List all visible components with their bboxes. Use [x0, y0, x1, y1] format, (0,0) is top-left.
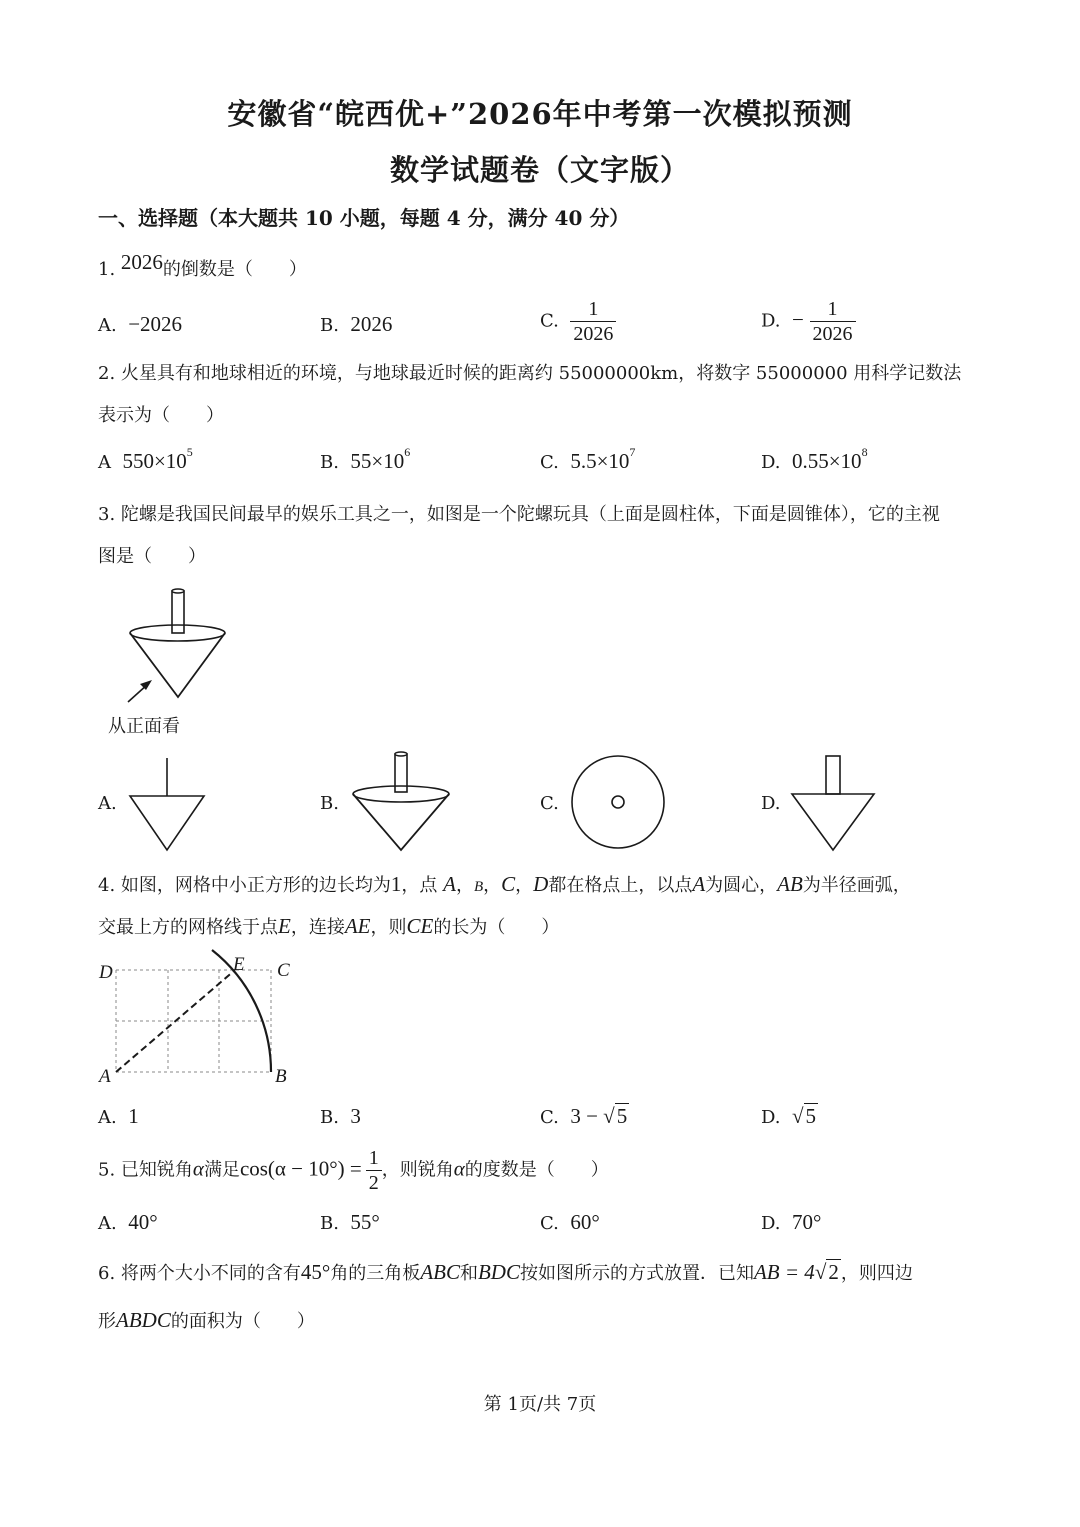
base: 550×10 [122, 449, 187, 473]
option-label: B. [320, 315, 339, 336]
option-text [791, 445, 868, 473]
q2-option-c[interactable] [540, 445, 636, 474]
text: 5. 已知锐角 [98, 1159, 193, 1181]
fraction [810, 297, 856, 346]
option-label: D. [761, 452, 781, 473]
sqrt-sign: √ [603, 1104, 615, 1128]
question-3: 3. 陀螺是我国民间最早的娱乐工具之一，如图是一个陀螺玩具（上面是圆柱体，下面是圆锥体），它的主视 [98, 504, 940, 525]
exponent: 5 [186, 445, 193, 459]
q1-option-b[interactable] [320, 312, 392, 337]
q1-option-a[interactable] [98, 312, 182, 337]
point-e: E [278, 914, 291, 938]
exponent: 7 [629, 445, 636, 459]
label-d: D [99, 962, 113, 983]
fraction-den: 2026 [573, 323, 614, 345]
fraction [366, 1146, 382, 1195]
q1-option-c[interactable] [540, 297, 616, 346]
text: 为半径画弧， [802, 875, 911, 896]
option-text: 1 [128, 1104, 139, 1128]
question-text: 的倒数是（ ） [162, 259, 307, 280]
q5-option-a[interactable] [98, 1210, 158, 1235]
question-6 [98, 1260, 913, 1286]
text: ，连接 [290, 917, 345, 938]
option-text: 70° [791, 1210, 822, 1234]
view-direction-label: 从正面看 [108, 716, 180, 737]
q3-option-a-label[interactable]: A. [98, 793, 117, 814]
option-label: D. [761, 1213, 781, 1234]
point-a: A [692, 872, 706, 896]
option-label: C. [540, 310, 559, 332]
q4-option-d[interactable] [761, 1104, 818, 1129]
text: 满足 [203, 1159, 240, 1181]
text: 的长为（ ） [433, 917, 560, 938]
option-label: B. [320, 452, 339, 473]
grid-arc-figure [95, 948, 315, 1088]
math: 1 [390, 872, 402, 896]
q3-option-b-figure[interactable] [345, 750, 455, 860]
q1-value: 2026 [120, 250, 163, 274]
option-label: A [98, 452, 111, 473]
given-length: AB = 4 [753, 1260, 815, 1284]
option-text: 60° [570, 1210, 600, 1234]
q4-option-b[interactable] [320, 1104, 361, 1129]
option-label: D. [761, 310, 781, 332]
question-3-cont: 图是（ ） [98, 546, 206, 567]
q3-option-a-figure[interactable] [122, 756, 212, 856]
text: 为圆心， [705, 875, 778, 896]
base: 55×10 [350, 449, 405, 473]
option-text: 2026 [350, 312, 393, 336]
label-a: A [99, 1066, 111, 1087]
base: 5.5×10 [570, 449, 630, 473]
exponent: 6 [404, 445, 411, 459]
text: 形 [98, 1311, 116, 1332]
text: 角的三角板 [330, 1263, 421, 1284]
label-b: B [275, 1066, 287, 1087]
q1-option-d[interactable] [761, 297, 856, 346]
text: 都在格点上，以点 [548, 875, 693, 896]
fraction-num: 1 [366, 1146, 382, 1171]
question-number: 1. [98, 259, 116, 280]
question-4: 4. 如图，网格中小正方形的边长均为1，点 A，B，C，D都在格点上，以点A为圆心，AB为半径画弧， [98, 872, 911, 896]
minus-sign: − [791, 307, 804, 332]
option-label: C. [540, 1107, 559, 1128]
quadrilateral-abdc: ABDC [116, 1308, 171, 1332]
sqrt-sign: √ [791, 1104, 804, 1128]
q3-option-d-label[interactable]: D. [761, 793, 781, 814]
q4-option-c[interactable] [540, 1104, 629, 1129]
option-label: C. [540, 452, 559, 473]
alpha: α [192, 1156, 204, 1181]
label-c: C [277, 960, 290, 981]
base: 0.55×10 [791, 449, 862, 473]
text: ，则四边 [840, 1263, 913, 1284]
q5-option-b[interactable] [320, 1210, 380, 1235]
triangle-abc: ABC [420, 1260, 460, 1284]
text: 交最上方的网格线于点 [98, 917, 278, 938]
text: 按如图所示的方式放置．已知 [519, 1263, 754, 1284]
point-a: A [443, 872, 456, 896]
text: 和 [459, 1263, 478, 1284]
question-2-cont: 表示为（ ） [98, 405, 224, 426]
option-label: B. [320, 1213, 339, 1234]
option-text: 55° [350, 1210, 380, 1234]
question-5 [98, 1146, 609, 1195]
fraction-num: 1 [810, 297, 856, 322]
point-d: D [533, 872, 549, 896]
fraction-num: 1 [570, 297, 616, 322]
q5-option-d[interactable] [761, 1210, 821, 1235]
question-6-cont [98, 1308, 315, 1334]
text: ，点 [401, 875, 438, 896]
option-text: −2026 [128, 312, 183, 336]
question-1 [98, 250, 307, 282]
option-label: D. [761, 1107, 781, 1128]
text: 的面积为（ ） [170, 1311, 315, 1332]
option-text [350, 445, 411, 473]
segment-ae: AE [344, 914, 371, 938]
option-text [122, 445, 193, 473]
text: ，则 [370, 917, 407, 938]
option-label: B. [320, 1107, 339, 1128]
q3-option-c-figure[interactable] [568, 755, 668, 855]
page-subtitle: 数学试题卷（文字版） [389, 153, 690, 187]
text: 4. 如图，网格中小正方形的边长均为 [98, 875, 391, 896]
segment-ab: AB [777, 872, 803, 896]
exponent: 8 [861, 445, 868, 459]
option-label: A. [98, 315, 117, 336]
triangle-bdc: BDC [477, 1260, 520, 1284]
point-c: C [501, 872, 516, 896]
fraction-den: 2026 [812, 323, 853, 345]
question-4-cont [98, 914, 559, 940]
q3-option-d-figure[interactable] [788, 752, 888, 862]
question-2: 2. 火星具有和地球相近的环境，与地球最近时候的距离约 55000000km，将数字 55000000 用科学记数法 [98, 363, 962, 384]
option-text: 3 [350, 1104, 361, 1128]
alpha: α [453, 1156, 465, 1181]
option-text: 40° [128, 1210, 158, 1234]
sqrt-sign: √ [814, 1260, 827, 1284]
q5-option-c[interactable] [540, 1210, 600, 1235]
fraction-den: 2 [368, 1172, 379, 1194]
option-label: A. [98, 1213, 117, 1234]
option-text: 3 − [570, 1104, 604, 1128]
option-label: C. [540, 1213, 559, 1234]
radicand: 2 [828, 1260, 839, 1284]
q2-option-a[interactable] [98, 445, 193, 474]
expression: cos(α − 10°) = [239, 1156, 362, 1181]
page-footer: 第 1页/共 7页 [483, 1394, 597, 1415]
radicand: 5 [616, 1104, 628, 1128]
q2-option-d[interactable] [761, 445, 868, 474]
radicand: 5 [805, 1104, 816, 1128]
q2-option-b[interactable] [320, 445, 411, 474]
segment-ce: CE [406, 914, 434, 938]
option-text [570, 445, 636, 473]
section-heading: 一、选择题（本大题共 10 小题，每题 4 分，满分 40 分） [98, 206, 630, 230]
q3-option-b-label[interactable]: B. [320, 793, 339, 814]
q4-option-a[interactable] [98, 1104, 139, 1129]
label-e: E [233, 954, 245, 975]
fraction [570, 297, 616, 346]
text: 6. 将两个大小不同的含有 [98, 1263, 301, 1284]
point-b: B [473, 879, 484, 895]
option-label: A. [98, 1107, 117, 1128]
page-title: 安徽省“皖西优+”2026年中考第一次模拟预测 [227, 97, 853, 131]
angle: 45° [300, 1260, 331, 1284]
text: ，则锐角 [381, 1159, 454, 1181]
q3-option-c-label[interactable]: C. [540, 793, 559, 814]
text: 的度数是（ ） [464, 1159, 609, 1181]
